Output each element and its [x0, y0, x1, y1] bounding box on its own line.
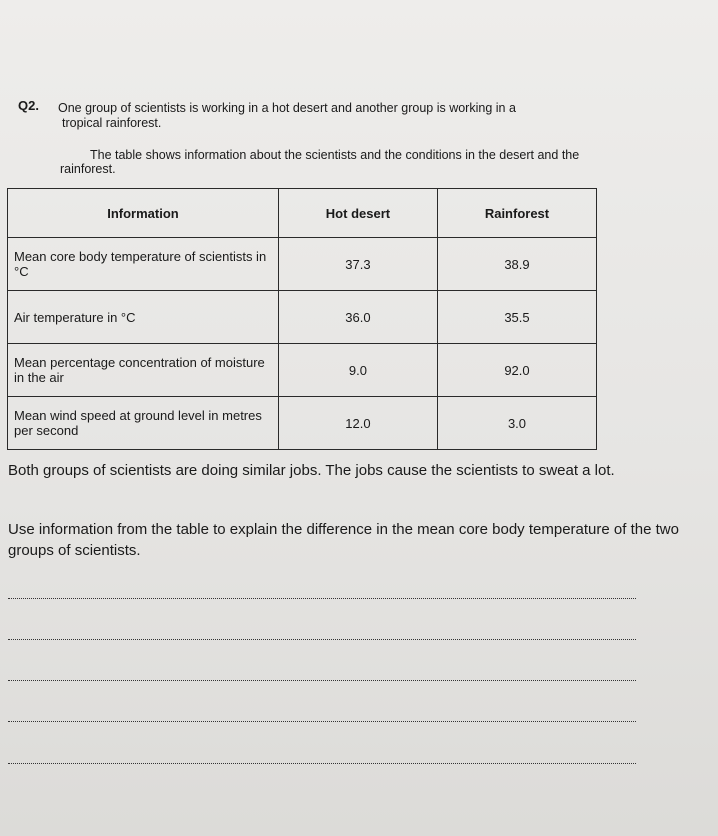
task-paragraph: Use information from the table to explain the difference in the mean core body temperature of the two groups of scientists.: [8, 521, 679, 559]
header-information: Information: [8, 189, 279, 238]
table-intro-line2: rainforest.: [60, 162, 116, 176]
rainforest-value: 38.9: [437, 238, 596, 291]
context-paragraph: Both groups of scientists are doing similar jobs. The jobs cause the scientists to sweat a lot.: [8, 462, 615, 479]
row-label: Mean wind speed at ground level in metres per second: [8, 397, 279, 450]
desert-value: 12.0: [278, 397, 437, 450]
answer-line[interactable]: [8, 639, 636, 640]
header-rainforest: Rainforest: [437, 189, 596, 238]
question-intro: [58, 101, 688, 131]
desert-value: 37.3: [278, 238, 437, 291]
table-row: [8, 291, 597, 344]
desert-value: 9.0: [278, 344, 437, 397]
table-intro-line1: The table shows information about the scientists and the conditions in the desert and the: [90, 148, 580, 162]
information-table: [7, 188, 597, 450]
table-row: [8, 344, 597, 397]
table-intro: [60, 148, 700, 176]
answer-line[interactable]: [8, 763, 636, 764]
row-label: Mean percentage concentration of moisture in the air: [8, 344, 279, 397]
answer-line[interactable]: [8, 680, 636, 681]
question-intro-line1: One group of scientists is working in a hot desert and another group is working in a: [58, 101, 516, 115]
rainforest-value: 92.0: [437, 344, 596, 397]
table-row: [8, 397, 597, 450]
table-row: [8, 238, 597, 291]
row-label: Mean core body temperature of scientists in °C: [8, 238, 279, 291]
answer-line[interactable]: [8, 721, 636, 722]
question-number: Q2.: [18, 98, 39, 113]
desert-value: 36.0: [278, 291, 437, 344]
question-intro-line2: tropical rainforest.: [62, 116, 162, 130]
header-hot-desert: Hot desert: [278, 189, 437, 238]
row-label: Air temperature in °C: [8, 291, 279, 344]
rainforest-value: 35.5: [437, 291, 596, 344]
rainforest-value: 3.0: [437, 397, 596, 450]
answer-line[interactable]: [8, 598, 636, 599]
table-header-row: [8, 189, 597, 238]
